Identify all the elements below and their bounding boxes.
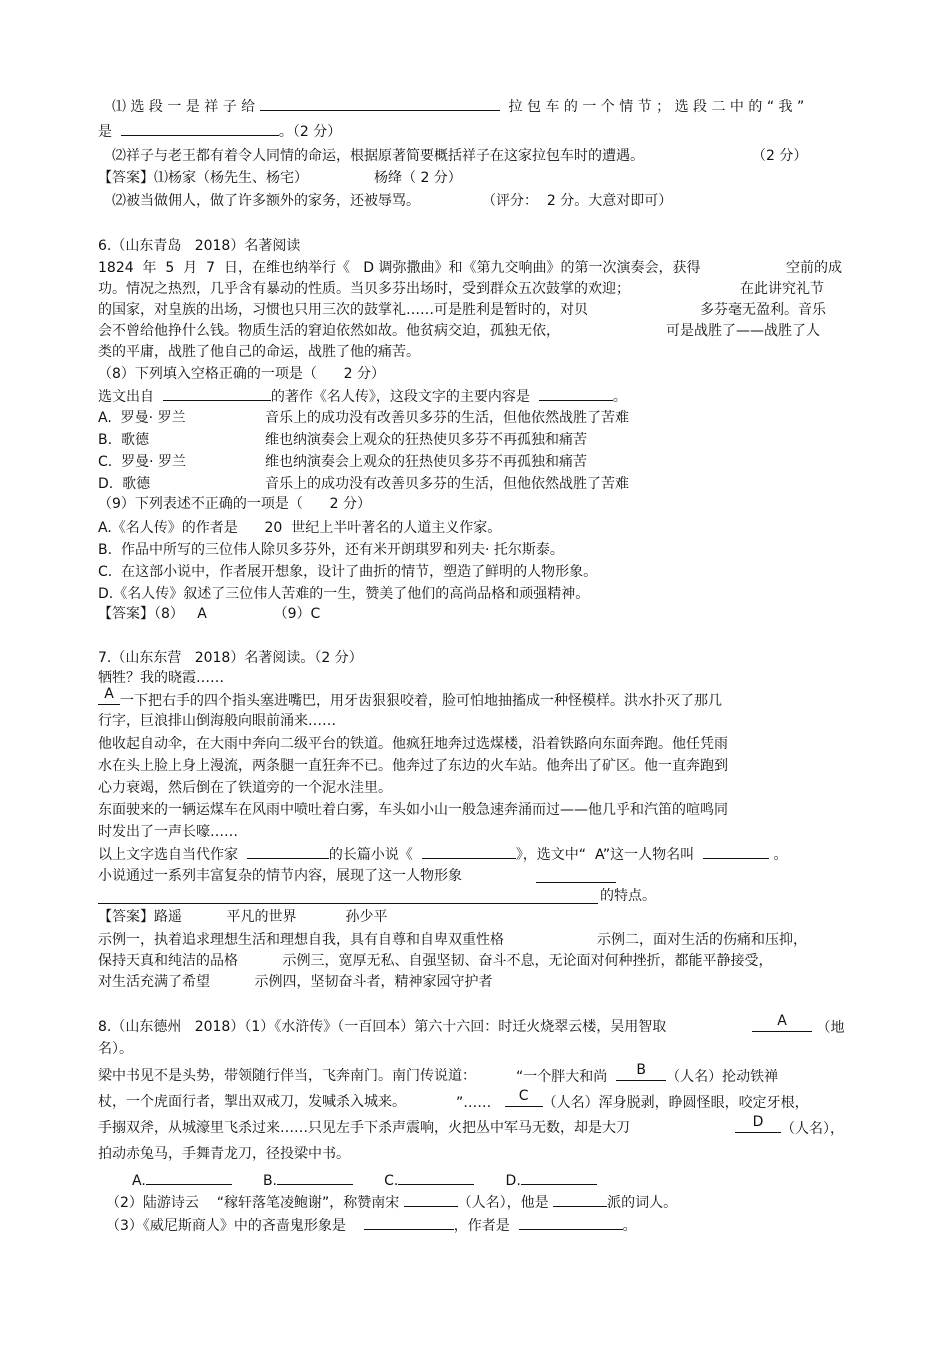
q5-answer-1: 【答案】⑴杨家（杨先生、杨宅）	[98, 170, 308, 186]
q7-answer: 【答案】路遥 平凡的世界 孙少平	[98, 909, 388, 925]
q6-q8-stem-a: 选文出自	[98, 389, 154, 405]
q8-passage-text: （人名）浑身脱剥，睁圆怪眼，咬定牙根，	[542, 1095, 809, 1111]
q5-part2	[112, 146, 644, 166]
q6-passage-line: 会不曾给他挣什么钱。物质生活的窘迫依然如故。他贫病交迫，孤独无依，	[98, 323, 560, 339]
q6-passage-line: 类的平庸，战胜了他自己的命运，战胜了他的痛苦。	[98, 344, 420, 360]
q6-option-8d-label: D. 歌德	[98, 476, 151, 492]
q6-blank-content	[539, 386, 613, 401]
q8-question-3-a: （3）《威尼斯商人》中的吝啬鬼形象是	[106, 1218, 346, 1234]
q7-question-2: 小说通过一系列丰富复杂的情节内容，展现了这一人物形象	[98, 868, 462, 884]
q6-q8-stem-b: 的著作《名人传》，这段文字的主要内容是	[270, 389, 530, 405]
q7-question	[98, 844, 787, 865]
q7-passage-line: 心力衰竭，然后倒在了铁道旁的一个泥水洼里。	[98, 780, 392, 796]
q8-blank-d	[735, 1114, 781, 1133]
q7-question-b: 的长篇小说《	[328, 847, 413, 863]
q6-title: 6.（山东青岛 2018）名著阅读	[98, 238, 301, 254]
q8-title-2: 名）。	[98, 1041, 133, 1057]
q8-passage-text: （人名），	[781, 1121, 844, 1137]
q7-title: 7.（山东东营 2018）名著阅读。（2 分）	[98, 650, 363, 666]
q6-option-8a-label: A. 罗曼· 罗兰	[98, 410, 186, 426]
q7-passage-line: 时发出了一声长嚎……	[98, 824, 238, 840]
q6-option-8c-label: C. 罗曼· 罗兰	[98, 454, 187, 470]
q8-question-3	[106, 1215, 637, 1236]
q8-option-d-label: D.	[505, 1173, 521, 1189]
q5-part1-line	[112, 96, 804, 117]
q5-blank-1	[260, 96, 500, 111]
q8-blank-c	[505, 1088, 543, 1107]
q8-question-2-a: （2）陆游诗云 “稼轩落笔凌鲍谢”，称赞南宋	[106, 1195, 400, 1211]
q6-passage-line: 的国家，对皇族的出场，习惯也只用三次的鼓掌礼……可是胜利是暂时的，对贝	[98, 302, 588, 318]
q8-question-2	[106, 1192, 677, 1213]
q6-option-9b: B. 作品中所写的三位伟人除贝多芬外，还有米开朗琪罗和列夫· 托尔斯泰。	[98, 542, 564, 558]
q5-answer-2: ⑵被当做佣人，做了许多额外的家务，还被辱骂。	[112, 193, 420, 209]
q8-passage-line	[735, 1114, 844, 1139]
q6-q8-stem	[98, 386, 627, 407]
q8-question-2-b: （人名），他是	[457, 1195, 549, 1211]
q8-blank-school	[553, 1192, 607, 1207]
q7-blank-trait-1	[536, 882, 616, 883]
q6-passage-line: 在此讲究礼节	[740, 281, 824, 297]
q7-blank-a-text: A	[104, 686, 114, 702]
q5-answer-2b: （评分： 2 分。大意对即可）	[482, 193, 673, 209]
q8-passage-line: 手搦双斧，从城濠里飞杀过来……只见左手下杀声震响，火把丛中军马无数，却是大刀	[98, 1120, 630, 1136]
q7-passage-line: 水在头上脸上身上漫流，两条腿一直狂奔不已。他奔过了东边的火车站。他奔出了矿区。他一直奔跑到	[98, 758, 728, 774]
q8-option-c-label: C.	[384, 1173, 399, 1189]
q8-blank-d-text: D	[752, 1114, 764, 1130]
q8-passage-line	[516, 1062, 779, 1087]
q7-question-d: 。	[773, 847, 788, 863]
q5-part1-line2	[98, 121, 341, 142]
q8-blank-miser	[364, 1215, 454, 1230]
q7-example-4: 对生活充满了希望 示例四，坚韧奋斗者，精神家园守护者	[98, 974, 493, 990]
q7-passage-line: 牺牲？我的晓霞……	[98, 670, 224, 686]
q6-blank-author	[163, 386, 271, 401]
q6-q8-stem-c: 。	[612, 389, 627, 405]
q6-passage-line: 空前的成	[786, 260, 842, 276]
q8-passage-text: ”……	[456, 1095, 492, 1111]
q5-part2-score: （2 分）	[752, 148, 808, 164]
q8-blank-c-text: C	[518, 1088, 529, 1104]
q7-example-2: 示例二，面对生活的伤痛和压抑，	[597, 932, 807, 948]
q7-example-1: 示例一，执着追求理想生活和理想自我，具有自尊和自卑双重性格	[98, 932, 504, 948]
q7-blank-name	[703, 844, 769, 859]
q8-passage-line: 拍动赤兔马，手舞青龙刀，径投梁中书。	[98, 1146, 350, 1162]
q7-question-a: 以上文字选自当代作家	[98, 847, 238, 863]
q6-answer: 【答案】（8） A （9）C	[98, 606, 321, 622]
q8-passage-text: （人名）抡动铁禅	[666, 1069, 779, 1085]
q5-blank-2	[121, 121, 279, 136]
q7-blank-author	[247, 844, 329, 859]
q7-passage-text: 一下把右手的四个指头塞进嘴巴，用牙齿狠狠咬着，脸可怕地抽搐成一种怪模样。洪水扑灭了那几	[120, 693, 722, 709]
q8-blank-author	[519, 1215, 623, 1230]
q5-answer-1b: 杨绛（ 2 分）	[374, 170, 462, 186]
q8-passage-line: 梁中书见不是头势，带领随行伴当，飞奔南门。南门传说道：	[98, 1068, 476, 1084]
q5-part1-text-b: 拉 包 车 的 一 个 情 节 ； 选 段 二 中 的 “ 我 ”	[508, 99, 805, 115]
q8-blank-b	[616, 1062, 666, 1081]
q6-passage-line: 可是战胜了——战胜了人	[666, 323, 820, 339]
q6-option-8d-text: 音乐上的成功没有改善贝多芬的生活，但他依然战胜了苦难	[265, 476, 629, 492]
q6-passage-line: 多芬毫无盈利。音乐	[700, 302, 826, 318]
q6-option-8b-label: B. 歌德	[98, 432, 149, 448]
q8-question-3-c: 。	[622, 1218, 637, 1234]
q8-passage-line	[456, 1088, 809, 1113]
q8-blank-a	[752, 1013, 812, 1032]
q8-blank-a-text: A	[777, 1013, 787, 1029]
q5-part2-text: ⑵祥子与老王都有着令人同情的命运，根据原著简要概括祥子在这家拉包车时的遭遇。	[112, 148, 644, 164]
q8-option-a-label: A.	[132, 1173, 146, 1189]
q6-option-8c-text: 维也纳演奏会上观众的狂热使贝多芬不再孤独和痛苦	[265, 454, 587, 470]
q8-title: 8.（山东德州 2018）（1）《水浒传》（一百回本）第六十六回：时迁火烧翠云楼，吴用智取	[98, 1019, 667, 1035]
q5-part1-text-c: 是	[98, 124, 112, 140]
q5-part1-score: 。（2 分）	[278, 124, 342, 140]
q8-passage-line: 杖，一个虎面行者，掣出双戒刀，发喊杀入城来。	[98, 1094, 406, 1110]
q6-option-8a-text: 音乐上的成功没有改善贝多芬的生活，但他依然战胜了苦难	[265, 410, 629, 426]
q7-blank-a	[98, 686, 120, 705]
q8-option-d-blank	[521, 1170, 597, 1185]
q7-passage-line: 东面驶来的一辆运煤车在风雨中喷吐着白雾，车头如小山一般急速奔涌而过——他几乎和汽笛的喧鸣同	[98, 802, 728, 818]
q7-blank-novel	[422, 844, 516, 859]
q8-option-c-blank	[398, 1170, 474, 1185]
q6-option-9c: C. 在这部小说中，作者展开想象，设计了曲折的情节，塑造了鲜明的人物形象。	[98, 564, 598, 580]
q8-option-a-blank	[146, 1170, 232, 1185]
q8-question-3-b: ，作者是	[453, 1218, 510, 1234]
q8-option-b-label: B.	[262, 1173, 277, 1189]
q8-passage-text: “一个胖大和尚	[516, 1069, 608, 1085]
q7-example-3: 保持天真和纯洁的品格 示例三，宽厚无私、自强坚韧、奋斗不息，无论面对何种挫折，都能平静接受，	[98, 953, 773, 969]
q6-question-9: （9）下列表述不正确的一项是（ 2 分）	[98, 496, 371, 512]
q7-blank-trait-2	[98, 903, 598, 904]
q8-option-b-blank	[277, 1170, 353, 1185]
q7-question-2-end: 的特点。	[600, 888, 656, 904]
q6-passage-line: 功。情况之热烈，几乎含有暴动的性质。当贝多芬出场时，受到群众五次鼓掌的欢迎；	[98, 281, 630, 297]
q6-option-9a: A.《名人传》的作者是 20 世纪上半叶著名的人道主义作家。	[98, 520, 502, 536]
q6-option-9d: D.《名人传》叙述了三位伟人苦难的一生，赞美了他们的高尚品格和顽强精神。	[98, 586, 590, 602]
q6-option-8b-text: 维也纳演奏会上观众的狂热使贝多芬不再孤独和痛苦	[265, 432, 587, 448]
q8-title-end: （地	[816, 1020, 845, 1036]
q8-title-blank-line	[752, 1013, 845, 1038]
q6-passage-line: 1824 年 5 月 7 日，在维也纳举行《 D 调弥撒曲》和《第九交响曲》的第一次演奏会，获得	[98, 260, 701, 276]
q5-part1-text: ⑴ 选 段 一 是 祥 子 给	[112, 99, 256, 115]
q6-question-8: （8）下列填入空格正确的一项是（ 2 分）	[98, 366, 385, 382]
q7-passage-line: 行字，巨浪排山倒海般向眼前涌来……	[98, 713, 336, 729]
q7-passage-line: 他收起自动伞，在大雨中奔向二级平台的铁道。他疯狂地奔过选煤楼，沿着铁路向东面奔跑。他任凭雨	[98, 736, 728, 752]
q8-blank-poet	[404, 1192, 458, 1207]
q7-question-c: 》，选文中“ A”这一人物名叫	[515, 847, 695, 863]
q7-passage-line	[98, 686, 722, 711]
q8-answer-options	[132, 1170, 597, 1191]
q8-question-2-c: 派的词人。	[607, 1195, 678, 1211]
q8-blank-b-text: B	[636, 1062, 646, 1078]
